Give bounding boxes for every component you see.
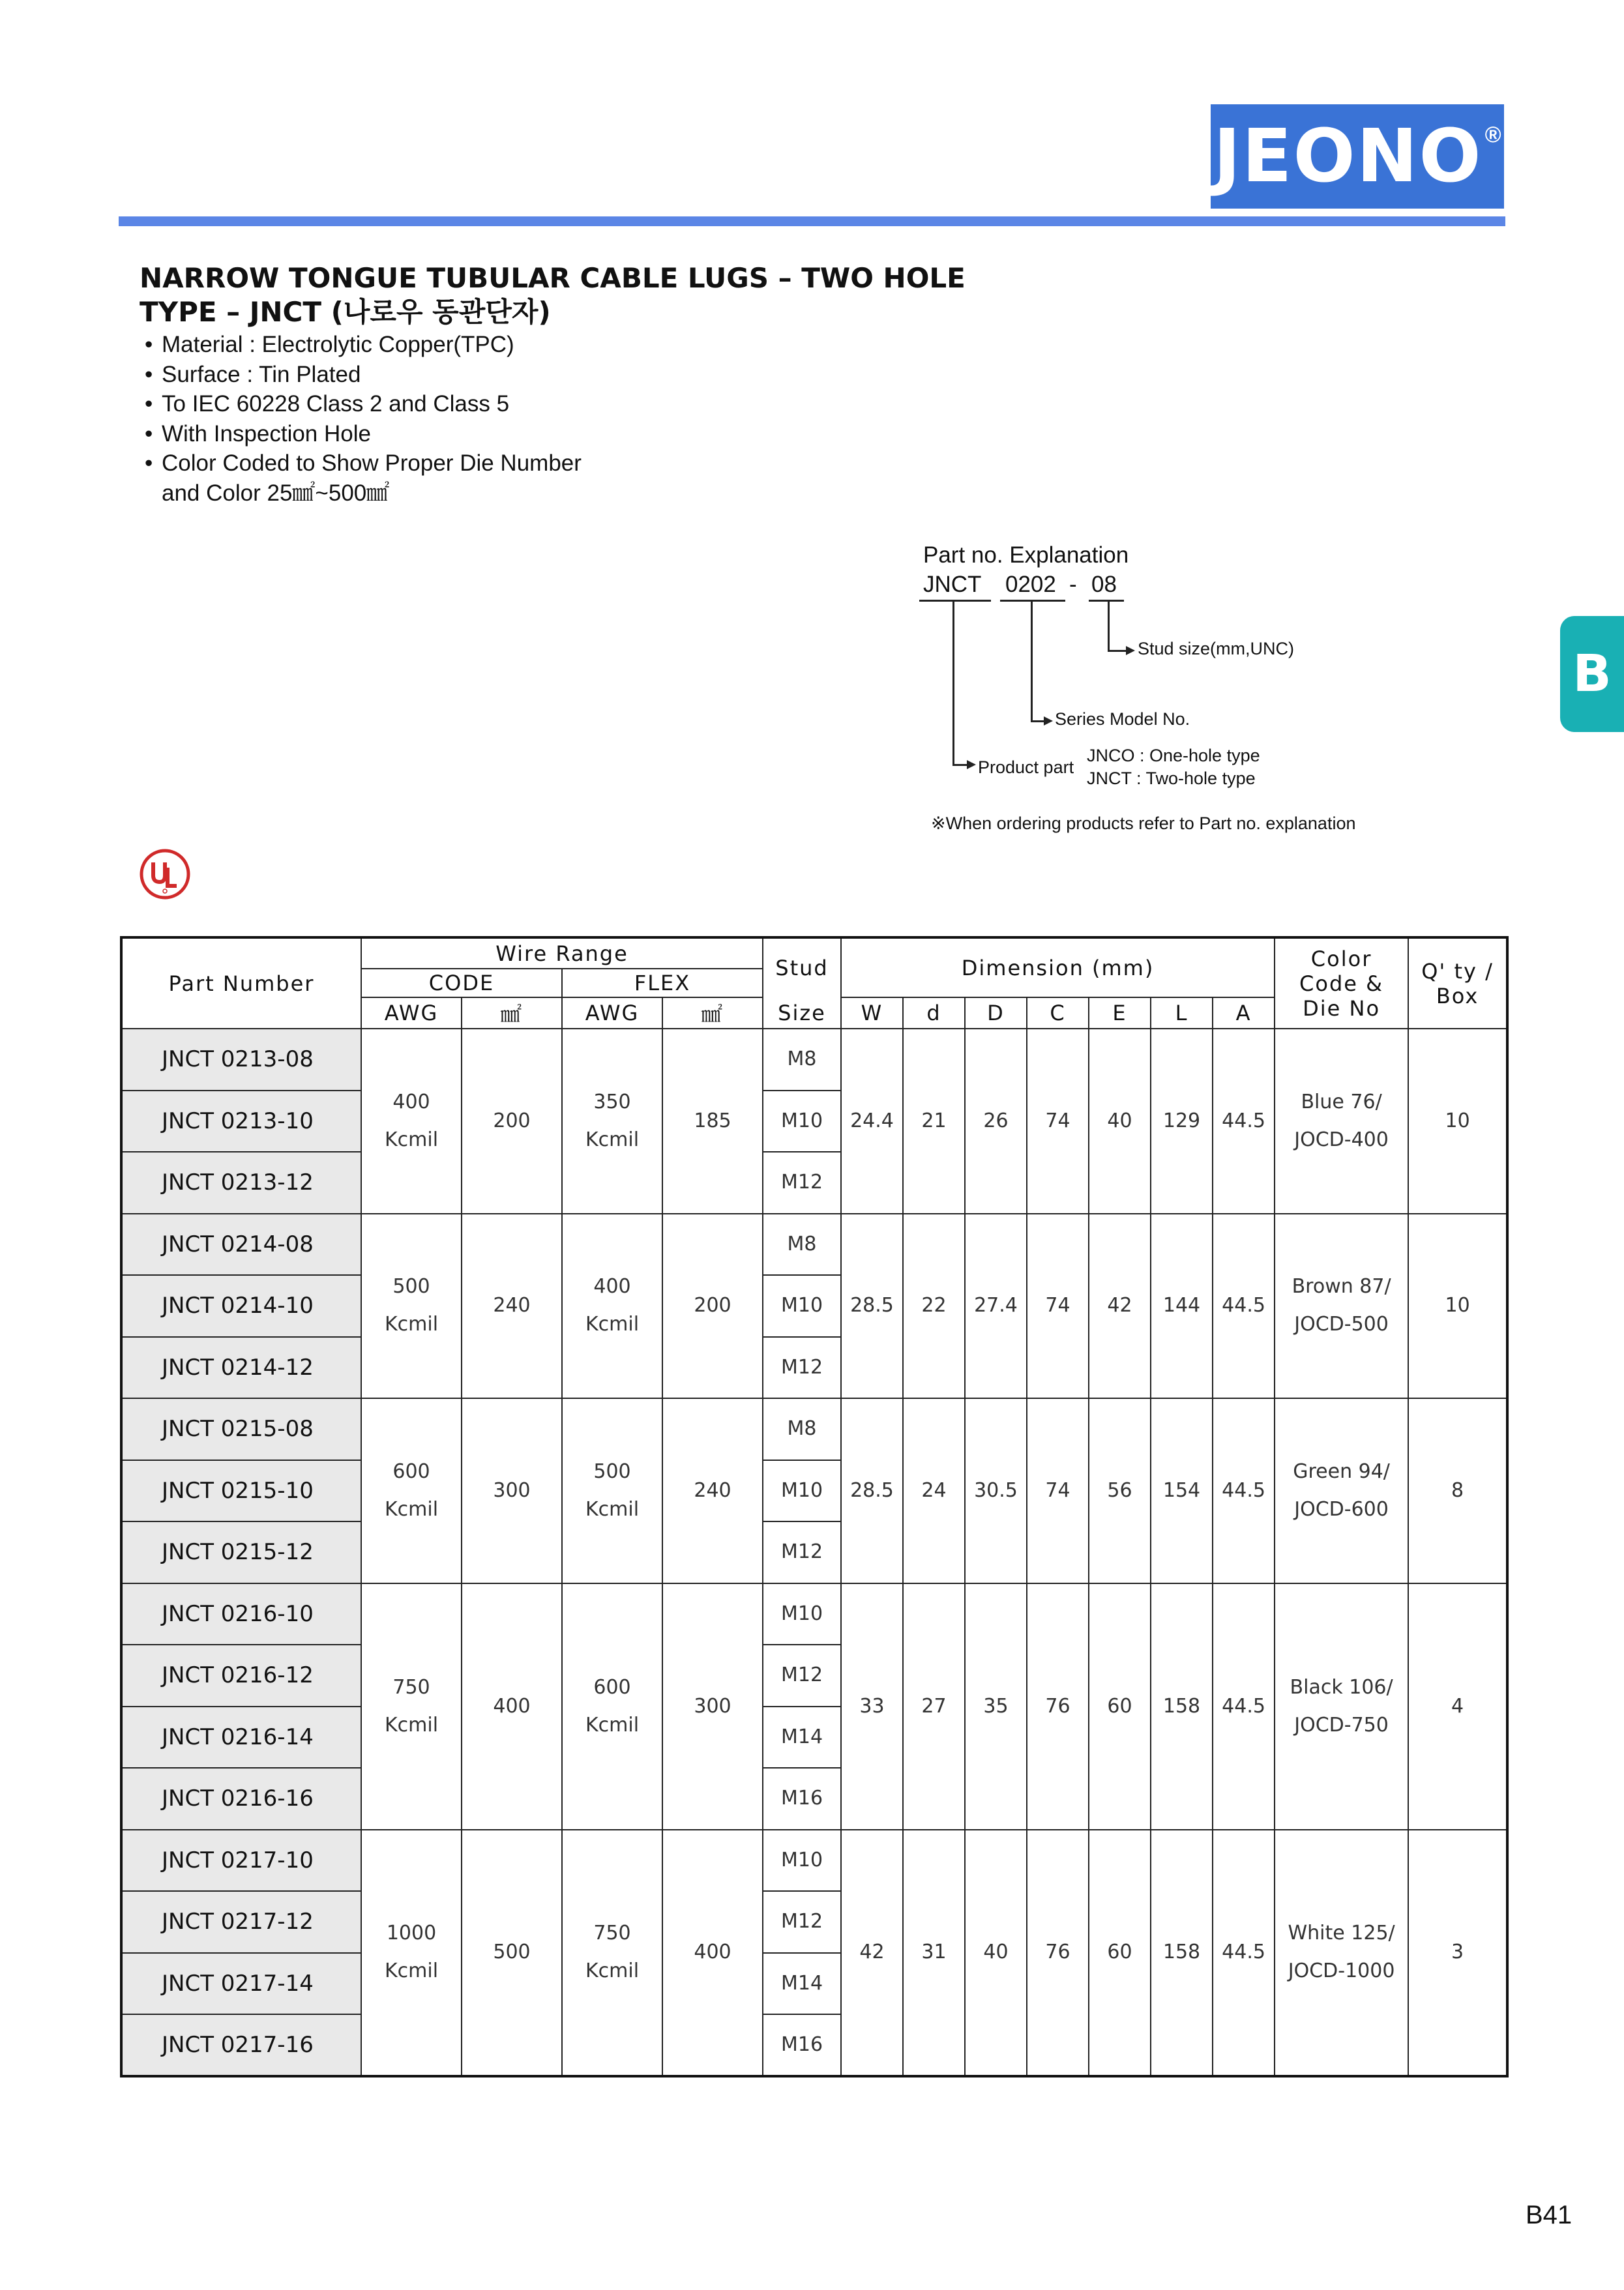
dim-w-cell: 33 xyxy=(841,1583,903,1830)
feature-item-continued: and Color 25㎟~500㎟ xyxy=(162,480,390,506)
dim-w-cell: 42 xyxy=(841,1830,903,2076)
part-number-cell: JNCT 0213-12 xyxy=(121,1152,361,1214)
part-seg-stud: 08 xyxy=(1091,572,1117,597)
stud-size-cell: M8 xyxy=(763,1214,841,1276)
header-c: C xyxy=(1027,997,1089,1029)
stud-size-cell: M12 xyxy=(763,1521,841,1583)
header-d-small: d xyxy=(903,997,965,1029)
dim-c-cell: 76 xyxy=(1027,1583,1089,1830)
header-part-number: Part Number xyxy=(121,937,361,1029)
flex-awg-cell: 350 Kcmil xyxy=(562,1029,662,1214)
part-number-cell: JNCT 0216-14 xyxy=(121,1707,361,1769)
dim-e-cell: 60 xyxy=(1089,1830,1151,2076)
dim-c-cell: 76 xyxy=(1027,1830,1089,2076)
qty-cell: 4 xyxy=(1408,1583,1507,1830)
stud-size-cell: M8 xyxy=(763,1398,841,1460)
flex-awg-cell: 750 Kcmil xyxy=(562,1830,662,2076)
flex-awg-cell: 500 Kcmil xyxy=(562,1398,662,1583)
feature-item: • Material : Electrolytic Copper(TPC) xyxy=(145,332,514,357)
dim-d-cell: 24 xyxy=(903,1398,965,1583)
stud-size-cell: M12 xyxy=(763,1891,841,1953)
part-number-cell: JNCT 0215-12 xyxy=(121,1521,361,1583)
underline xyxy=(1000,600,1065,602)
dim-d-cell: 31 xyxy=(903,1830,965,2076)
ul-certification-icon xyxy=(139,848,191,900)
feature-item: • With Inspection Hole xyxy=(145,420,371,447)
table-row xyxy=(121,1029,1507,1091)
section-tab: B xyxy=(1560,616,1624,732)
dim-w-cell: 28.5 xyxy=(841,1214,903,1399)
part-number-cell: JNCT 0216-12 xyxy=(121,1645,361,1707)
stud-size-cell: M12 xyxy=(763,1337,841,1399)
color-code-cell: White 125/ JOCD-1000 xyxy=(1275,1830,1408,2076)
header-code-mm2: ㎟ xyxy=(462,997,562,1029)
header-color: Color Code & Die No xyxy=(1275,937,1408,1029)
code-mm2-cell: 240 xyxy=(462,1214,562,1399)
dim-a-cell: 44.5 xyxy=(1213,1214,1275,1399)
header-wire-range: Wire Range xyxy=(361,937,763,969)
part-number-cell: JNCT 0214-10 xyxy=(121,1275,361,1337)
arrow-right-icon xyxy=(1044,716,1053,726)
dim-d-cell: 30.5 xyxy=(965,1398,1027,1583)
code-awg-cell: 600 Kcmil xyxy=(361,1398,462,1583)
code-mm2-cell: 300 xyxy=(462,1398,562,1583)
part-number-cell: JNCT 0216-10 xyxy=(121,1583,361,1645)
stud-size-label: Stud size(mm,UNC) xyxy=(1138,639,1295,658)
part-number-cell: JNCT 0214-08 xyxy=(121,1214,361,1276)
dim-l-cell: 158 xyxy=(1151,1830,1213,2076)
table-row xyxy=(121,1398,1507,1460)
part-number-cell: JNCT 0214-12 xyxy=(121,1337,361,1399)
header-l: L xyxy=(1151,997,1213,1029)
stud-size-cell: M14 xyxy=(763,1953,841,2015)
dim-l-cell: 144 xyxy=(1151,1214,1213,1399)
dim-w-cell: 28.5 xyxy=(841,1398,903,1583)
qty-cell: 8 xyxy=(1408,1398,1507,1583)
color-code-cell: Black 106/ JOCD-750 xyxy=(1275,1583,1408,1830)
flex-awg-cell: 400 Kcmil xyxy=(562,1214,662,1399)
feature-list xyxy=(145,330,582,508)
part-number-cell: JNCT 0213-08 xyxy=(121,1029,361,1091)
header-d-large: D xyxy=(965,997,1027,1029)
product-part-label: Product part xyxy=(978,757,1074,777)
part-number-cell: JNCT 0217-10 xyxy=(121,1830,361,1892)
series-model-label: Series Model No. xyxy=(1055,709,1190,729)
flex-mm2-cell: 185 xyxy=(662,1029,763,1214)
color-code-cell: Green 94/ JOCD-600 xyxy=(1275,1398,1408,1583)
dim-d-cell: 40 xyxy=(965,1830,1027,2076)
stud-size-cell: M8 xyxy=(763,1029,841,1091)
dim-e-cell: 56 xyxy=(1089,1398,1151,1583)
dim-c-cell: 74 xyxy=(1027,1398,1089,1583)
flex-mm2-cell: 300 xyxy=(662,1583,763,1830)
qty-cell: 3 xyxy=(1408,1830,1507,2076)
page-title: NARROW TONGUE TUBULAR CABLE LUGS – TWO HOLE xyxy=(140,262,966,294)
dim-e-cell: 60 xyxy=(1089,1583,1151,1830)
feature-item: • Color Coded to Show Proper Die Number xyxy=(145,450,582,476)
code-mm2-cell: 400 xyxy=(462,1583,562,1830)
header-size: Size xyxy=(763,997,841,1029)
stud-size-cell: M10 xyxy=(763,1583,841,1645)
jnco-label: JNCO : One-hole type xyxy=(1087,746,1260,765)
dim-c-cell: 74 xyxy=(1027,1214,1089,1399)
dim-a-cell: 44.5 xyxy=(1213,1830,1275,2076)
code-awg-cell: 1000 Kcmil xyxy=(361,1830,462,2076)
feature-item: • Surface : Tin Plated xyxy=(145,361,361,387)
jnct-label: JNCT : Two-hole type xyxy=(1087,769,1256,788)
dim-c-cell: 74 xyxy=(1027,1029,1089,1214)
part-seg-dash: - xyxy=(1069,572,1077,597)
code-mm2-cell: 500 xyxy=(462,1830,562,2076)
stud-size-cell: M12 xyxy=(763,1645,841,1707)
header-flex-mm2: ㎟ xyxy=(662,997,763,1029)
color-code-cell: Brown 87/ JOCD-500 xyxy=(1275,1214,1408,1399)
part-number-cell: JNCT 0217-16 xyxy=(121,2014,361,2076)
code-awg-cell: 500 Kcmil xyxy=(361,1214,462,1399)
part-number-cell: JNCT 0215-10 xyxy=(121,1460,361,1522)
dim-d-cell: 27.4 xyxy=(965,1214,1027,1399)
flex-mm2-cell: 240 xyxy=(662,1398,763,1583)
part-number-cell: JNCT 0215-08 xyxy=(121,1398,361,1460)
part-number-cell: JNCT 0213-10 xyxy=(121,1091,361,1152)
table-row xyxy=(121,1214,1507,1276)
stud-size-cell: M12 xyxy=(763,1152,841,1214)
flex-mm2-cell: 400 xyxy=(662,1830,763,2076)
stud-size-cell: M16 xyxy=(763,2014,841,2076)
dim-d-cell: 35 xyxy=(965,1583,1027,1830)
dim-w-cell: 24.4 xyxy=(841,1029,903,1214)
ordering-note: ※When ordering products refer to Part no. explanation xyxy=(931,814,1356,833)
header-code: CODE xyxy=(361,969,562,997)
stud-size-cell: M10 xyxy=(763,1275,841,1337)
arrow-right-icon xyxy=(1126,646,1135,655)
dim-l-cell: 129 xyxy=(1151,1029,1213,1214)
color-code-cell: Blue 76/ JOCD-400 xyxy=(1275,1029,1408,1214)
stud-size-cell: M10 xyxy=(763,1830,841,1892)
arrow-right-icon xyxy=(967,760,976,769)
underline xyxy=(1089,600,1124,602)
dim-e-cell: 42 xyxy=(1089,1214,1151,1399)
part-number-cell: JNCT 0216-16 xyxy=(121,1768,361,1830)
page-subtitle: TYPE – JNCT (나로우 동관단자) xyxy=(140,296,551,328)
header-qty: Q' ty / Box xyxy=(1408,937,1507,1029)
dim-e-cell: 40 xyxy=(1089,1029,1151,1214)
header-e: E xyxy=(1089,997,1151,1029)
registered-mark: ® xyxy=(1484,123,1501,147)
part-seg-product: JNCT xyxy=(923,572,982,597)
feature-item: • To IEC 60228 Class 2 and Class 5 xyxy=(145,391,510,417)
dim-d-cell: 27 xyxy=(903,1583,965,1830)
stud-size-cell: M14 xyxy=(763,1707,841,1769)
header-flex-awg: AWG xyxy=(562,997,662,1029)
dim-a-cell: 44.5 xyxy=(1213,1398,1275,1583)
underline xyxy=(919,600,991,602)
brand-name: JEONO xyxy=(1213,114,1483,199)
dim-d-cell: 22 xyxy=(903,1214,965,1399)
header-w: W xyxy=(841,997,903,1029)
stud-size-cell: M16 xyxy=(763,1768,841,1830)
code-awg-cell: 750 Kcmil xyxy=(361,1583,462,1830)
stud-size-cell: M10 xyxy=(763,1091,841,1152)
qty-cell: 10 xyxy=(1408,1029,1507,1214)
part-number-cell: JNCT 0217-14 xyxy=(121,1953,361,2015)
table-row xyxy=(121,1830,1507,1892)
code-mm2-cell: 200 xyxy=(462,1029,562,1214)
stud-size-cell: M10 xyxy=(763,1460,841,1522)
header-stud: Stud xyxy=(763,937,841,997)
dim-a-cell: 44.5 xyxy=(1213,1583,1275,1830)
header-divider xyxy=(119,216,1505,226)
header-flex: FLEX xyxy=(562,969,763,997)
spec-table xyxy=(120,936,1509,2077)
header-code-awg: AWG xyxy=(361,997,462,1029)
part-number-cell: JNCT 0217-12 xyxy=(121,1891,361,1953)
header-a: A xyxy=(1213,997,1275,1029)
dim-l-cell: 158 xyxy=(1151,1583,1213,1830)
brand-logo xyxy=(1211,104,1504,209)
header-dimension: Dimension (mm) xyxy=(841,937,1275,997)
flex-mm2-cell: 200 xyxy=(662,1214,763,1399)
flex-awg-cell: 600 Kcmil xyxy=(562,1583,662,1830)
page-number: B41 xyxy=(1526,2201,1572,2229)
dim-a-cell: 44.5 xyxy=(1213,1029,1275,1214)
part-seg-series: 0202 xyxy=(1005,572,1056,597)
table-row xyxy=(121,1583,1507,1645)
dim-d-cell: 21 xyxy=(903,1029,965,1214)
dim-l-cell: 154 xyxy=(1151,1398,1213,1583)
dim-d-cell: 26 xyxy=(965,1029,1027,1214)
qty-cell: 10 xyxy=(1408,1214,1507,1399)
part-explanation-title: Part no. Explanation xyxy=(923,542,1129,568)
code-awg-cell: 400 Kcmil xyxy=(361,1029,462,1214)
